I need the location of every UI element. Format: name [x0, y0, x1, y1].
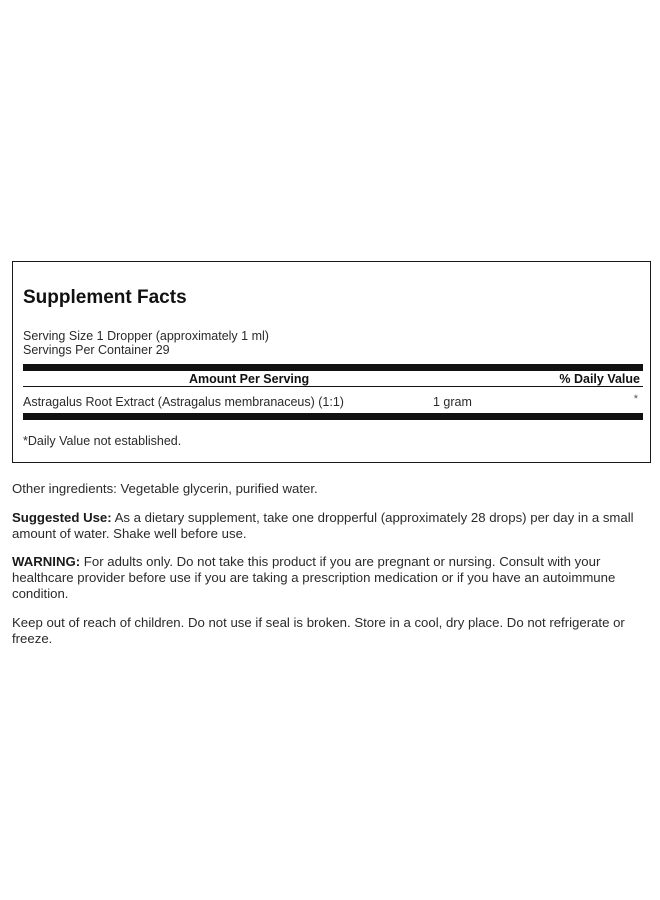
divider-thick	[23, 364, 643, 371]
storage-instructions: Keep out of reach of children. Do not use if seal is broken. Store in a cool, dry place. Do not refrigerate or freeze.	[12, 615, 625, 646]
servings-per-container: Servings Per Container 29	[23, 343, 170, 357]
other-ingredients: Other ingredients: Vegetable glycerin, purified water.	[12, 481, 318, 496]
serving-size: Serving Size 1 Dropper (approximately 1 ml)	[23, 329, 269, 343]
suggested-use-text: As a dietary supplement, take one dropperful (approximately 28 drops) per day in a small amount of water. Shake well before use.	[12, 510, 634, 541]
ingredient-name: Astragalus Root Extract (Astragalus membranaceus) (1:1)	[23, 395, 344, 409]
daily-value-footnote: *Daily Value not established.	[23, 434, 182, 448]
warning-label: WARNING:	[12, 554, 81, 569]
ingredient-daily-value: *	[633, 393, 638, 405]
header-amount-per-serving: Amount Per Serving	[189, 372, 310, 386]
ingredient-amount: 1 gram	[433, 395, 472, 409]
divider-thick	[23, 413, 643, 420]
header-daily-value: % Daily Value	[559, 372, 640, 386]
suggested-use-label: Suggested Use:	[12, 510, 112, 525]
warning	[12, 554, 648, 602]
warning-text: For adults only. Do not take this product if you are pregnant or nursing. Consult with your healthcare provider before use if you are taking a prescription medication or if you have an autoimmune condition.	[12, 554, 616, 601]
divider-thin	[23, 386, 643, 387]
suggested-use	[12, 510, 648, 542]
panel-title: Supplement Facts	[23, 287, 187, 308]
supplement-facts-panel	[12, 261, 651, 463]
